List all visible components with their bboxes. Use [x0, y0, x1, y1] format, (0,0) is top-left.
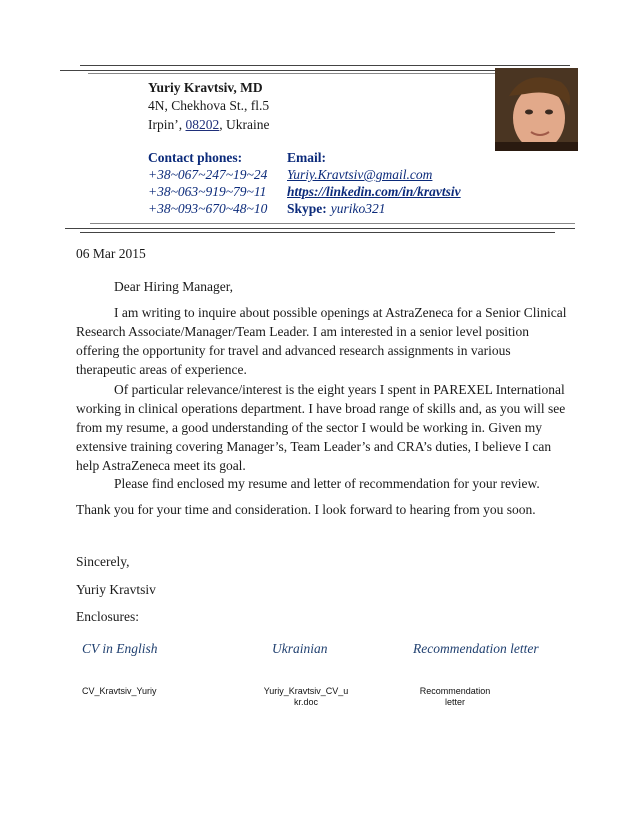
- email-label: Email:: [287, 150, 326, 165]
- top-rule-2: [60, 70, 540, 71]
- enclosure-label-cv-english: CV in English: [82, 641, 158, 656]
- header-rule-3: [80, 232, 555, 233]
- enclosures-label: Enclosures:: [76, 609, 139, 624]
- attachment-recommendation[interactable]: [410, 686, 500, 708]
- address-country: , Ukraine: [219, 117, 270, 132]
- header-rule-1: [90, 223, 575, 224]
- skype-id: yuriko321: [330, 201, 386, 216]
- enclosure-label-recommendation: Recommendation letter: [413, 641, 539, 656]
- linkedin-link[interactable]: https://linkedin.com/in/kravtsiv: [287, 184, 461, 199]
- top-rule-1: [80, 65, 570, 66]
- address-line1: 4N, Chekhova St., fl.5: [148, 98, 270, 113]
- header-rule-2: [65, 228, 575, 229]
- paragraph-2: Of particular relevance/interest is the eight years I spent in PAREXEL International working in clinical operations department. I have broad range of skills and, as you will see from my resume, a good understanding of the sector I would be working in. Given my extensive training covering Manager’s, Team Leader’s and CRA’s duties, I believe I can help AstraZeneca meet its goal.: [76, 382, 566, 473]
- paragraph-1: I am writing to inquire about possible openings at AstraZeneca for a Senior Clinical Research Associate/Manager/Team Leader. I am interested in a senior level position offering the opportunity for travel and advanced research assignments in various therapeutic areas of experience.: [76, 305, 567, 377]
- closing: Sincerely,: [76, 554, 130, 569]
- skype-line: [287, 200, 386, 217]
- greeting: Dear Hiring Manager,: [114, 279, 234, 294]
- phone-1: +38~067~247~19~24: [148, 167, 268, 182]
- enclosure-label-ukrainian: Ukrainian: [272, 641, 328, 656]
- email-link[interactable]: Yuriy.Kravtsiv@gmail.com: [287, 167, 433, 182]
- letter-date: 06 Mar 2015: [76, 246, 146, 261]
- attachment-cv-ukrainian-line2: kr.doc: [293, 697, 318, 707]
- signature: Yuriy Kravtsiv: [76, 582, 156, 597]
- phone-3: +38~093~670~48~10: [148, 201, 268, 216]
- address-line2: [148, 115, 269, 134]
- attachment-cv-english[interactable]: CV_Kravtsiv_Yuriy: [82, 686, 157, 696]
- address-zip[interactable]: 08202: [185, 117, 220, 132]
- attachment-cv-ukrainian-line1: Yuriy_Kravtsiv_CV_u: [263, 686, 349, 696]
- sender-name: Yuriy Kravtsiv, MD: [148, 80, 263, 95]
- attachment-recommendation-line1: Recommendation: [419, 686, 491, 696]
- paragraph-3: Please find enclosed my resume and letter of recommendation for your review.: [114, 476, 540, 491]
- profile-photo: [495, 68, 578, 151]
- attachment-cv-ukrainian[interactable]: [256, 686, 356, 708]
- paragraph-4: Thank you for your time and consideration. I look forward to hearing from you soon.: [76, 502, 536, 517]
- phone-2: +38~063~919~79~11: [148, 184, 267, 199]
- attachment-recommendation-line2: letter: [444, 697, 465, 707]
- contact-phones-label: Contact phones:: [148, 150, 243, 165]
- skype-label: Skype:: [287, 201, 327, 216]
- address-city: Irpin’,: [148, 117, 186, 132]
